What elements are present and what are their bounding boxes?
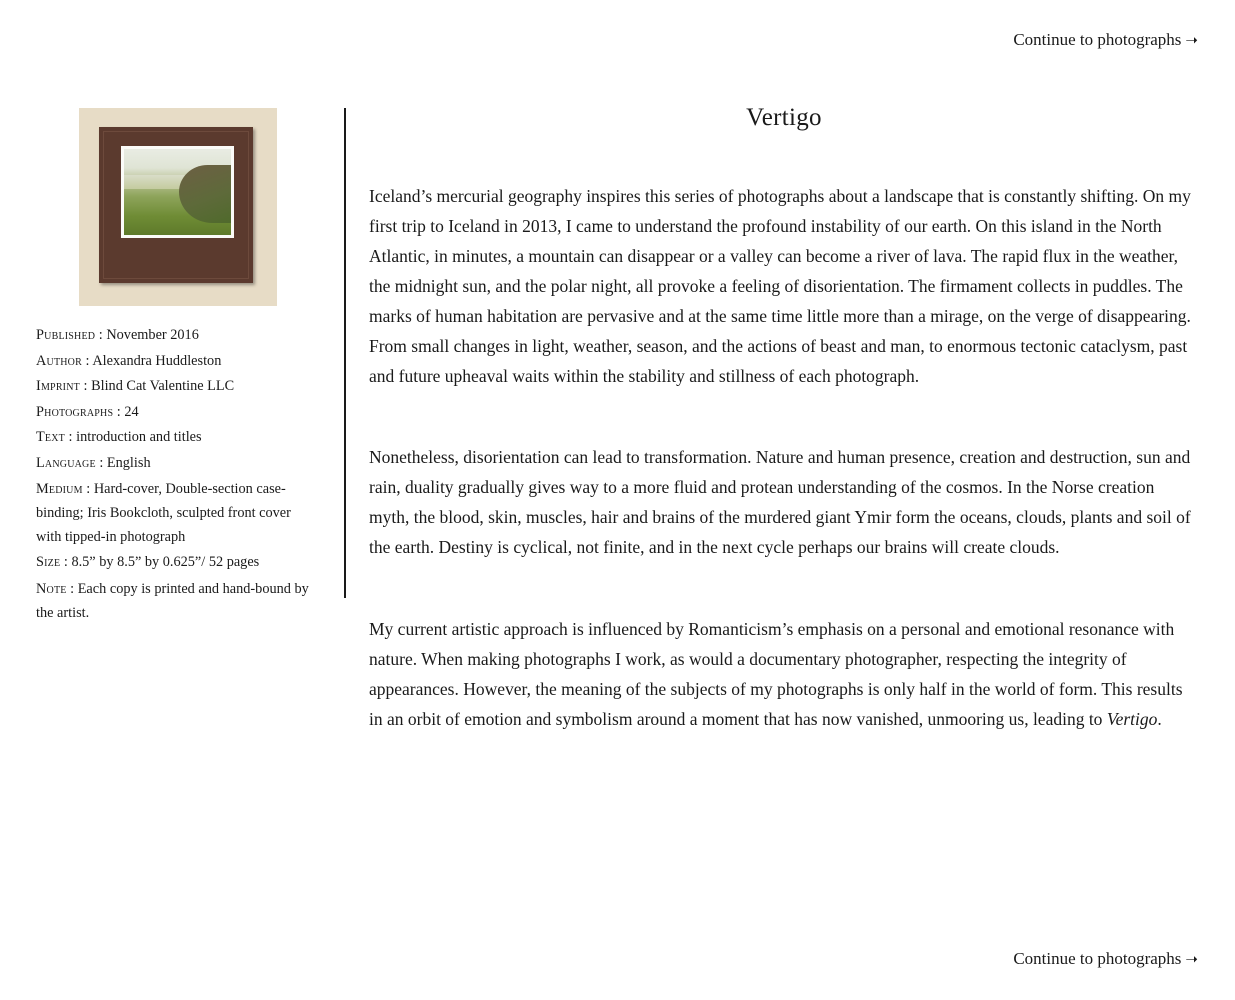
continue-to-photographs-link-top[interactable] — [1013, 28, 1198, 53]
article-content — [369, 100, 1199, 734]
tipped-in-photograph — [121, 146, 234, 238]
book-object — [99, 127, 253, 283]
spec-label: Photographs — [36, 403, 114, 420]
spec-value: 8.5” by 8.5” by 0.625”/ 52 pages — [71, 554, 260, 570]
spec-label: Note — [36, 580, 67, 597]
continue-link-label: Continue to photographs — [1013, 30, 1182, 49]
spec-label: Text — [36, 429, 65, 445]
spec-value: English — [106, 454, 151, 471]
spec-value: Blind Cat Valentine LLC — [91, 378, 235, 394]
spec-value: 24 — [124, 403, 139, 420]
continue-to-photographs-link-bottom[interactable] — [1013, 947, 1198, 972]
spec-published: Published : November 2016 — [36, 327, 199, 343]
book-details-sidebar — [36, 108, 318, 626]
spec-imprint: Imprint : Blind Cat Valentine LLC — [36, 378, 235, 394]
paragraph-1: Iceland’s mercurial geography inspires this series of photographs about a landscape that is constantly shifting. On my first trip to Iceland in 2013, I came to understand the profound instability of our earth. On this island in the North Atlantic, in minutes, a mountain can disappear or a valley can become a river of lava. The rapid flux in the weather, the midnight sun, and the polar night, all provoke a feeling of disorientation. The firmament collects in puddles. The marks of human habitation are pervasive and at the same time little more than a mirage, on the verge of disappearing. From small changes in light, weather, season, and the actions of beast and man, to enormous tectonic cataclysm, past and future upheaval waits within the stability and stillness of each photograph. — [369, 186, 1191, 386]
spec-label: Author — [36, 352, 82, 369]
spec-value: Each copy is printed and hand-bound by the artist. — [36, 580, 309, 621]
spec-value: November 2016 — [106, 327, 199, 343]
spec-photographs: Photographs : 24 — [36, 403, 139, 420]
title-emphasis: Vertigo — [1106, 709, 1158, 729]
spec-label: Imprint — [36, 378, 80, 394]
paragraph-3-text: My current artistic approach is influenced by Romanticism’s emphasis on a personal and emotional resonance with nature. When making photographs I work, as would a documentary photographer, respecting the integrity of appearances. However, the meaning of the subjects of my photographs is only half in the world of form. This results in an orbit of emotion and symbolism around a moment that has now vanished, unmooring us, leading to — [369, 619, 1183, 729]
spec-label: Medium — [36, 481, 83, 497]
continue-link-label: Continue to photographs — [1013, 949, 1182, 968]
spec-text: Text : introduction and titles — [36, 429, 202, 445]
spec-label: Language — [36, 454, 96, 471]
spec-size: Size : 8.5” by 8.5” by 0.625”/ 52 pages — [36, 554, 260, 570]
spec-label: Size — [36, 554, 61, 570]
page-title: Vertigo — [746, 104, 822, 131]
spec-value: introduction and titles — [76, 429, 202, 445]
book-cover-image — [79, 108, 277, 306]
spec-language: Language : English — [36, 454, 151, 471]
paragraph-2: Nonetheless, disorientation can lead to transformation. Nature and human presence, creation and destruction, sun and rain, duality gradually gives way to a more fluid and protean understanding of the cosmos. In the Norse creation myth, the blood, skin, muscles, hair and brains of the murdered giant Ymir form the oceans, clouds, plants and soil of the earth. Destiny is cyclical, not finite, and in the next cycle perhaps our brains will create clouds. — [369, 447, 1191, 557]
spec-value: Hard-cover, Double-section case-binding; Iris Bookcloth, sculpted front cover with tipped-in photograph — [36, 481, 291, 545]
spec-author: Author : Alexandra Huddleston — [36, 352, 222, 369]
spec-medium: Medium : Hard-cover, Double-section case-binding; Iris Bookcloth, sculpted front cover with tipped-in photograph — [36, 481, 291, 545]
spec-note: Note : Each copy is printed and hand-bound by the artist. — [36, 580, 309, 621]
arrow-right-icon: ➝ — [1185, 33, 1198, 49]
paragraph-3-end: . — [1157, 709, 1162, 729]
spec-value: Alexandra Huddleston — [92, 352, 222, 369]
paragraph-3 — [369, 614, 1199, 734]
spec-label: Published — [36, 327, 96, 343]
book-specs-list — [36, 323, 318, 626]
arrow-right-icon: ➝ — [1185, 952, 1198, 968]
vertical-divider — [344, 108, 346, 598]
